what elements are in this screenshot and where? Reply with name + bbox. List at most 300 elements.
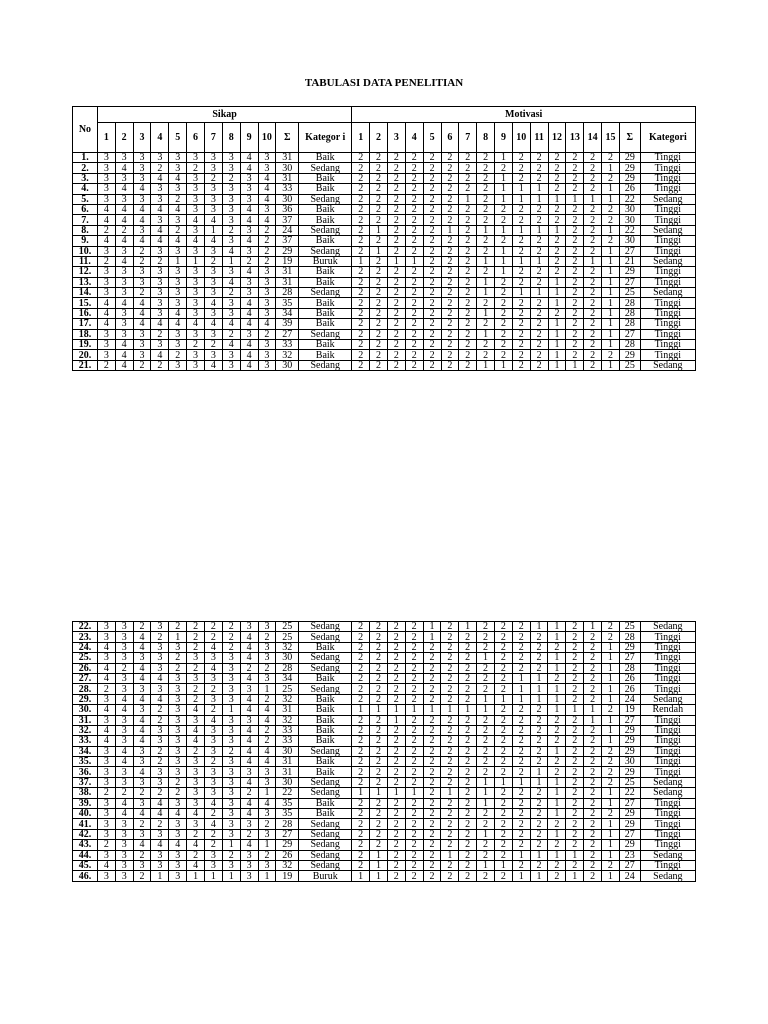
sum-cell: 26 <box>619 673 640 683</box>
sum-cell: 28 <box>619 663 640 673</box>
table-cell: 1 <box>222 705 240 715</box>
table-cell: 2 <box>584 277 602 287</box>
table-cell: 2 <box>352 267 370 277</box>
table-cell: 2 <box>405 694 423 704</box>
table-cell: 1 <box>204 871 222 881</box>
table-row <box>73 673 696 683</box>
table-cell: 3 <box>258 153 276 163</box>
table-cell: 3 <box>258 267 276 277</box>
table-cell: 2 <box>222 850 240 860</box>
table-cell: 2 <box>187 663 205 673</box>
table-cell: 3 <box>133 746 151 756</box>
table-cell: 2 <box>387 777 405 787</box>
table-cell: 2 <box>494 788 512 798</box>
table-cell: 2 <box>441 798 459 808</box>
table-cell: 2 <box>441 809 459 819</box>
table-cell: 2 <box>423 694 441 704</box>
table-cell: 2 <box>584 236 602 246</box>
table-cell: 4 <box>169 173 187 183</box>
table-cell: 2 <box>258 256 276 266</box>
kategori-cell: Baik <box>299 767 352 777</box>
table-row <box>73 632 696 642</box>
table-cell: 2 <box>459 715 477 725</box>
table-cell: 2 <box>387 694 405 704</box>
table-cell: 4 <box>115 340 133 350</box>
table-cell: 4 <box>133 204 151 214</box>
table-cell: 4 <box>187 215 205 225</box>
table-cell: 1 <box>548 705 566 715</box>
kategori-cell: Tinggi <box>640 642 695 652</box>
table-cell: 2 <box>494 736 512 746</box>
table-cell: 2 <box>423 319 441 329</box>
table-cell: 3 <box>222 757 240 767</box>
table-cell: 3 <box>115 767 133 777</box>
table-cell: 1 <box>495 184 513 194</box>
table-cell: 2 <box>352 277 370 287</box>
table-cell: 3 <box>240 819 258 829</box>
table-row <box>73 360 696 370</box>
table-cell: 2 <box>584 184 602 194</box>
sum-cell: 33 <box>276 725 299 735</box>
table-cell: 2 <box>387 840 405 850</box>
table-cell: 2 <box>387 298 405 308</box>
table-cell: 4 <box>258 215 276 225</box>
row-number: 43. <box>73 840 98 850</box>
table-cell: 3 <box>115 288 133 298</box>
table-cell: 2 <box>566 736 584 746</box>
table-row <box>73 298 696 308</box>
table-cell: 2 <box>584 319 602 329</box>
table-cell: 2 <box>204 757 222 767</box>
table-cell: 2 <box>97 684 115 694</box>
header-motivasi-item: 12 <box>548 123 566 153</box>
table-cell: 4 <box>204 298 222 308</box>
table-cell: 2 <box>530 360 548 370</box>
sum-cell: 30 <box>619 236 640 246</box>
table-cell: 2 <box>512 204 530 214</box>
table-cell: 2 <box>512 788 530 798</box>
table-cell: 3 <box>187 204 205 214</box>
table-cell: 3 <box>97 329 115 339</box>
table-cell: 2 <box>602 153 620 163</box>
table-cell: 2 <box>512 757 530 767</box>
table-row <box>73 736 696 746</box>
table-cell: 4 <box>151 798 169 808</box>
table-row <box>73 715 696 725</box>
table-cell: 2 <box>258 819 276 829</box>
kategori-cell: Baik <box>299 298 352 308</box>
table-cell: 2 <box>477 840 495 850</box>
table-cell: 3 <box>151 298 169 308</box>
table-cell: 2 <box>370 163 388 173</box>
table-cell: 2 <box>370 329 388 339</box>
table-cell: 2 <box>584 746 602 756</box>
table-cell: 2 <box>370 215 388 225</box>
table-cell: 4 <box>240 632 258 642</box>
table-cell: 2 <box>352 715 370 725</box>
table-cell: 2 <box>97 788 115 798</box>
table-cell: 2 <box>477 194 495 204</box>
table-cell: 2 <box>352 798 370 808</box>
header-sikap-item: 8 <box>222 123 240 153</box>
table-cell: 2 <box>423 173 441 183</box>
table-cell: 4 <box>240 163 258 173</box>
table-cell: 2 <box>459 788 477 798</box>
table-cell: 2 <box>423 757 441 767</box>
table-cell: 2 <box>494 819 512 829</box>
table-cell: 2 <box>387 798 405 808</box>
table-cell: 1 <box>548 225 566 235</box>
table-cell: 4 <box>240 642 258 652</box>
table-cell: 1 <box>370 850 388 860</box>
kategori-cell: Tinggi <box>640 725 695 735</box>
table-cell: 3 <box>169 746 187 756</box>
table-cell: 1 <box>548 850 566 860</box>
sum-cell: 25 <box>619 777 640 787</box>
table-cell: 2 <box>495 298 513 308</box>
row-number: 41. <box>73 819 98 829</box>
kategori-cell: Sedang <box>299 684 352 694</box>
table-cell: 1 <box>548 777 566 787</box>
table-cell: 3 <box>204 277 222 287</box>
table-cell: 2 <box>441 767 459 777</box>
table-cell: 3 <box>169 725 187 735</box>
table-cell: 2 <box>441 256 459 266</box>
table-cell: 3 <box>187 350 205 360</box>
table-cell: 3 <box>97 777 115 787</box>
table-cell: 2 <box>512 632 530 642</box>
kategori-cell: Sedang <box>299 663 352 673</box>
table-cell: 3 <box>115 829 133 839</box>
table-cell: 1 <box>566 871 584 881</box>
table-cell: 3 <box>169 715 187 725</box>
table-cell: 2 <box>441 684 459 694</box>
table-cell: 3 <box>258 829 276 839</box>
table-cell: 2 <box>133 871 151 881</box>
table-cell: 2 <box>423 236 441 246</box>
kategori-cell: Baik <box>299 809 352 819</box>
table-cell: 2 <box>530 204 548 214</box>
sum-cell: 33 <box>276 340 299 350</box>
table-cell: 3 <box>204 308 222 318</box>
table-cell: 2 <box>370 298 388 308</box>
table-cell: 2 <box>494 840 512 850</box>
table-cell: 2 <box>258 694 276 704</box>
table-cell: 2 <box>566 642 584 652</box>
table-cell: 2 <box>441 829 459 839</box>
table-cell: 2 <box>477 319 495 329</box>
table-cell: 4 <box>240 736 258 746</box>
table-cell: 1 <box>151 871 169 881</box>
table-cell: 4 <box>204 642 222 652</box>
sum-cell: 34 <box>276 673 299 683</box>
table-cell: 3 <box>258 350 276 360</box>
sum-cell: 27 <box>619 246 640 256</box>
table-cell: 1 <box>602 256 620 266</box>
table-cell: 2 <box>423 308 441 318</box>
table-row <box>73 246 696 256</box>
table-cell: 2 <box>477 622 495 632</box>
table-cell: 3 <box>169 340 187 350</box>
table-cell: 2 <box>387 622 405 632</box>
table-cell: 2 <box>477 715 495 725</box>
table-cell: 2 <box>566 340 584 350</box>
table-cell: 2 <box>187 622 205 632</box>
table-cell: 1 <box>548 277 566 287</box>
table-cell: 2 <box>459 663 477 673</box>
table-cell: 2 <box>584 267 602 277</box>
table-cell: 2 <box>566 809 584 819</box>
kategori-cell: Tinggi <box>640 829 695 839</box>
table-cell: 4 <box>133 236 151 246</box>
table-cell: 4 <box>187 236 205 246</box>
table-cell: 2 <box>477 215 495 225</box>
table-cell: 2 <box>477 746 495 756</box>
table-cell: 3 <box>133 829 151 839</box>
table-cell: 2 <box>441 725 459 735</box>
table-cell: 4 <box>133 308 151 318</box>
table-cell: 3 <box>169 163 187 173</box>
table-cell: 2 <box>405 163 423 173</box>
table-cell: 1 <box>548 319 566 329</box>
table-cell: 2 <box>187 684 205 694</box>
table-cell: 1 <box>601 840 619 850</box>
table-cell: 1 <box>387 705 405 715</box>
table-cell: 1 <box>405 256 423 266</box>
table-cell: 2 <box>258 329 276 339</box>
row-number: 21. <box>73 360 98 370</box>
sum-cell: 24 <box>276 225 299 235</box>
table-cell: 1 <box>169 256 187 266</box>
table-cell: 4 <box>240 153 258 163</box>
table-cell: 2 <box>512 705 530 715</box>
table-cell: 4 <box>133 642 151 652</box>
sum-cell: 30 <box>276 653 299 663</box>
table-cell: 2 <box>387 860 405 870</box>
table-cell: 3 <box>222 788 240 798</box>
table-cell: 2 <box>441 622 459 632</box>
table-cell: 2 <box>495 350 513 360</box>
table-cell: 1 <box>370 871 388 881</box>
table-cell: 4 <box>151 173 169 183</box>
table-cell: 2 <box>169 225 187 235</box>
table-cell: 2 <box>405 819 423 829</box>
row-number: 15. <box>73 298 98 308</box>
row-number: 22. <box>73 622 98 632</box>
table-cell: 3 <box>115 319 133 329</box>
table-cell: 2 <box>494 757 512 767</box>
table-cell: 2 <box>477 246 495 256</box>
table-cell: 4 <box>240 757 258 767</box>
table-cell: 2 <box>352 246 370 256</box>
table-cell: 3 <box>240 767 258 777</box>
table-cell: 2 <box>352 308 370 318</box>
table-cell: 2 <box>602 215 620 225</box>
table-cell: 4 <box>240 267 258 277</box>
table-cell: 3 <box>97 194 115 204</box>
table-cell: 2 <box>423 809 441 819</box>
table-cell: 3 <box>151 642 169 652</box>
table-cell: 2 <box>584 788 602 798</box>
table-cell: 2 <box>459 767 477 777</box>
table-cell: 4 <box>222 319 240 329</box>
table-cell: 2 <box>584 173 602 183</box>
table-cell: 4 <box>169 308 187 318</box>
table-cell: 2 <box>441 184 459 194</box>
kategori-cell: Sedang <box>640 256 695 266</box>
table-cell: 2 <box>548 871 566 881</box>
table-cell: 3 <box>204 153 222 163</box>
row-number: 16. <box>73 308 98 318</box>
table-cell: 3 <box>115 173 133 183</box>
table-cell: 4 <box>133 673 151 683</box>
table-cell: 2 <box>602 236 620 246</box>
table-cell: 1 <box>459 622 477 632</box>
kategori-cell: Sedang <box>299 746 352 756</box>
table-cell: 1 <box>548 746 566 756</box>
table-cell: 2 <box>370 288 388 298</box>
table-cell: 3 <box>169 736 187 746</box>
table-cell: 2 <box>169 622 187 632</box>
table-cell: 1 <box>530 871 548 881</box>
row-number: 33. <box>73 736 98 746</box>
sum-cell: 32 <box>276 715 299 725</box>
table-cell: 2 <box>530 308 548 318</box>
table-cell: 2 <box>423 340 441 350</box>
table-cell: 3 <box>97 694 115 704</box>
table-cell: 3 <box>97 184 115 194</box>
table-cell: 2 <box>405 173 423 183</box>
table-cell: 1 <box>530 767 548 777</box>
table-cell: 2 <box>512 329 530 339</box>
table-cell: 2 <box>387 871 405 881</box>
table-cell: 4 <box>115 184 133 194</box>
table-cell: 4 <box>115 746 133 756</box>
table-cell: 3 <box>222 829 240 839</box>
table-cell: 3 <box>97 829 115 839</box>
table-row <box>73 860 696 870</box>
table-cell: 2 <box>477 163 495 173</box>
table-cell: 2 <box>566 632 584 642</box>
table-cell: 3 <box>204 694 222 704</box>
table-cell: 3 <box>258 642 276 652</box>
row-number: 28. <box>73 684 98 694</box>
table-cell: 1 <box>494 860 512 870</box>
table-cell: 2 <box>352 694 370 704</box>
table-cell: 2 <box>133 788 151 798</box>
table-cell: 1 <box>566 194 584 204</box>
table-cell: 1 <box>222 840 240 850</box>
sum-cell: 29 <box>619 642 640 652</box>
table-cell: 2 <box>441 340 459 350</box>
table-cell: 2 <box>459 204 477 214</box>
table-cell: 2 <box>584 642 602 652</box>
table-cell: 1 <box>512 225 530 235</box>
table-cell: 2 <box>370 798 388 808</box>
table-cell: 2 <box>387 340 405 350</box>
table-cell: 2 <box>423 829 441 839</box>
table-cell: 2 <box>222 746 240 756</box>
sum-cell: 28 <box>619 632 640 642</box>
table-cell: 3 <box>151 288 169 298</box>
table-cell: 4 <box>240 308 258 318</box>
sum-cell: 22 <box>619 225 640 235</box>
kategori-cell: Baik <box>299 715 352 725</box>
table-cell: 4 <box>258 194 276 204</box>
table-cell: 2 <box>441 663 459 673</box>
table-cell: 2 <box>405 204 423 214</box>
table-cell: 3 <box>204 184 222 194</box>
table-cell: 4 <box>115 298 133 308</box>
table-cell: 2 <box>512 350 530 360</box>
table-cell: 2 <box>495 308 513 318</box>
header-sikap: Sikap <box>97 107 351 123</box>
table-cell: 2 <box>387 194 405 204</box>
table-cell: 2 <box>477 767 495 777</box>
header-sikap-item: 10 <box>258 123 276 153</box>
table-cell: 4 <box>115 236 133 246</box>
row-number: 9. <box>73 236 98 246</box>
row-number: 35. <box>73 757 98 767</box>
kategori-cell: Tinggi <box>640 204 695 214</box>
kategori-cell: Sedang <box>640 194 695 204</box>
table-cell: 3 <box>222 267 240 277</box>
kategori-cell: Sedang <box>299 194 352 204</box>
row-number: 42. <box>73 829 98 839</box>
table-cell: 1 <box>494 694 512 704</box>
sum-cell: 29 <box>276 840 299 850</box>
table-cell: 3 <box>204 329 222 339</box>
table-cell: 1 <box>169 632 187 642</box>
sum-cell: 25 <box>619 622 640 632</box>
table-cell: 2 <box>459 725 477 735</box>
table-cell: 2 <box>477 809 495 819</box>
table-cell: 2 <box>512 829 530 839</box>
table-cell: 3 <box>258 360 276 370</box>
row-number: 25. <box>73 653 98 663</box>
table-cell: 2 <box>566 204 584 214</box>
sum-cell: 36 <box>276 204 299 214</box>
table-cell: 1 <box>601 642 619 652</box>
table-cell: 3 <box>97 173 115 183</box>
table-cell: 4 <box>97 215 115 225</box>
row-number: 45. <box>73 860 98 870</box>
table-cell: 2 <box>512 840 530 850</box>
table-cell: 2 <box>352 163 370 173</box>
table-cell: 1 <box>512 694 530 704</box>
table-cell: 2 <box>494 632 512 642</box>
sum-cell: 28 <box>619 308 640 318</box>
kategori-cell: Baik <box>299 153 352 163</box>
table-cell: 2 <box>370 256 388 266</box>
table-cell: 2 <box>405 225 423 235</box>
table-cell: 4 <box>115 705 133 715</box>
table-cell: 4 <box>133 184 151 194</box>
table-cell: 3 <box>115 673 133 683</box>
table-cell: 3 <box>222 663 240 673</box>
table-cell: 2 <box>584 777 602 787</box>
table-cell: 1 <box>566 850 584 860</box>
table-cell: 2 <box>601 705 619 715</box>
kategori-cell: Sedang <box>640 694 695 704</box>
table-cell: 3 <box>133 329 151 339</box>
sum-cell: 27 <box>619 653 640 663</box>
table-cell: 3 <box>258 204 276 214</box>
table-cell: 1 <box>548 360 566 370</box>
table-cell: 2 <box>512 736 530 746</box>
table-cell: 1 <box>601 715 619 725</box>
table-cell: 1 <box>459 194 477 204</box>
